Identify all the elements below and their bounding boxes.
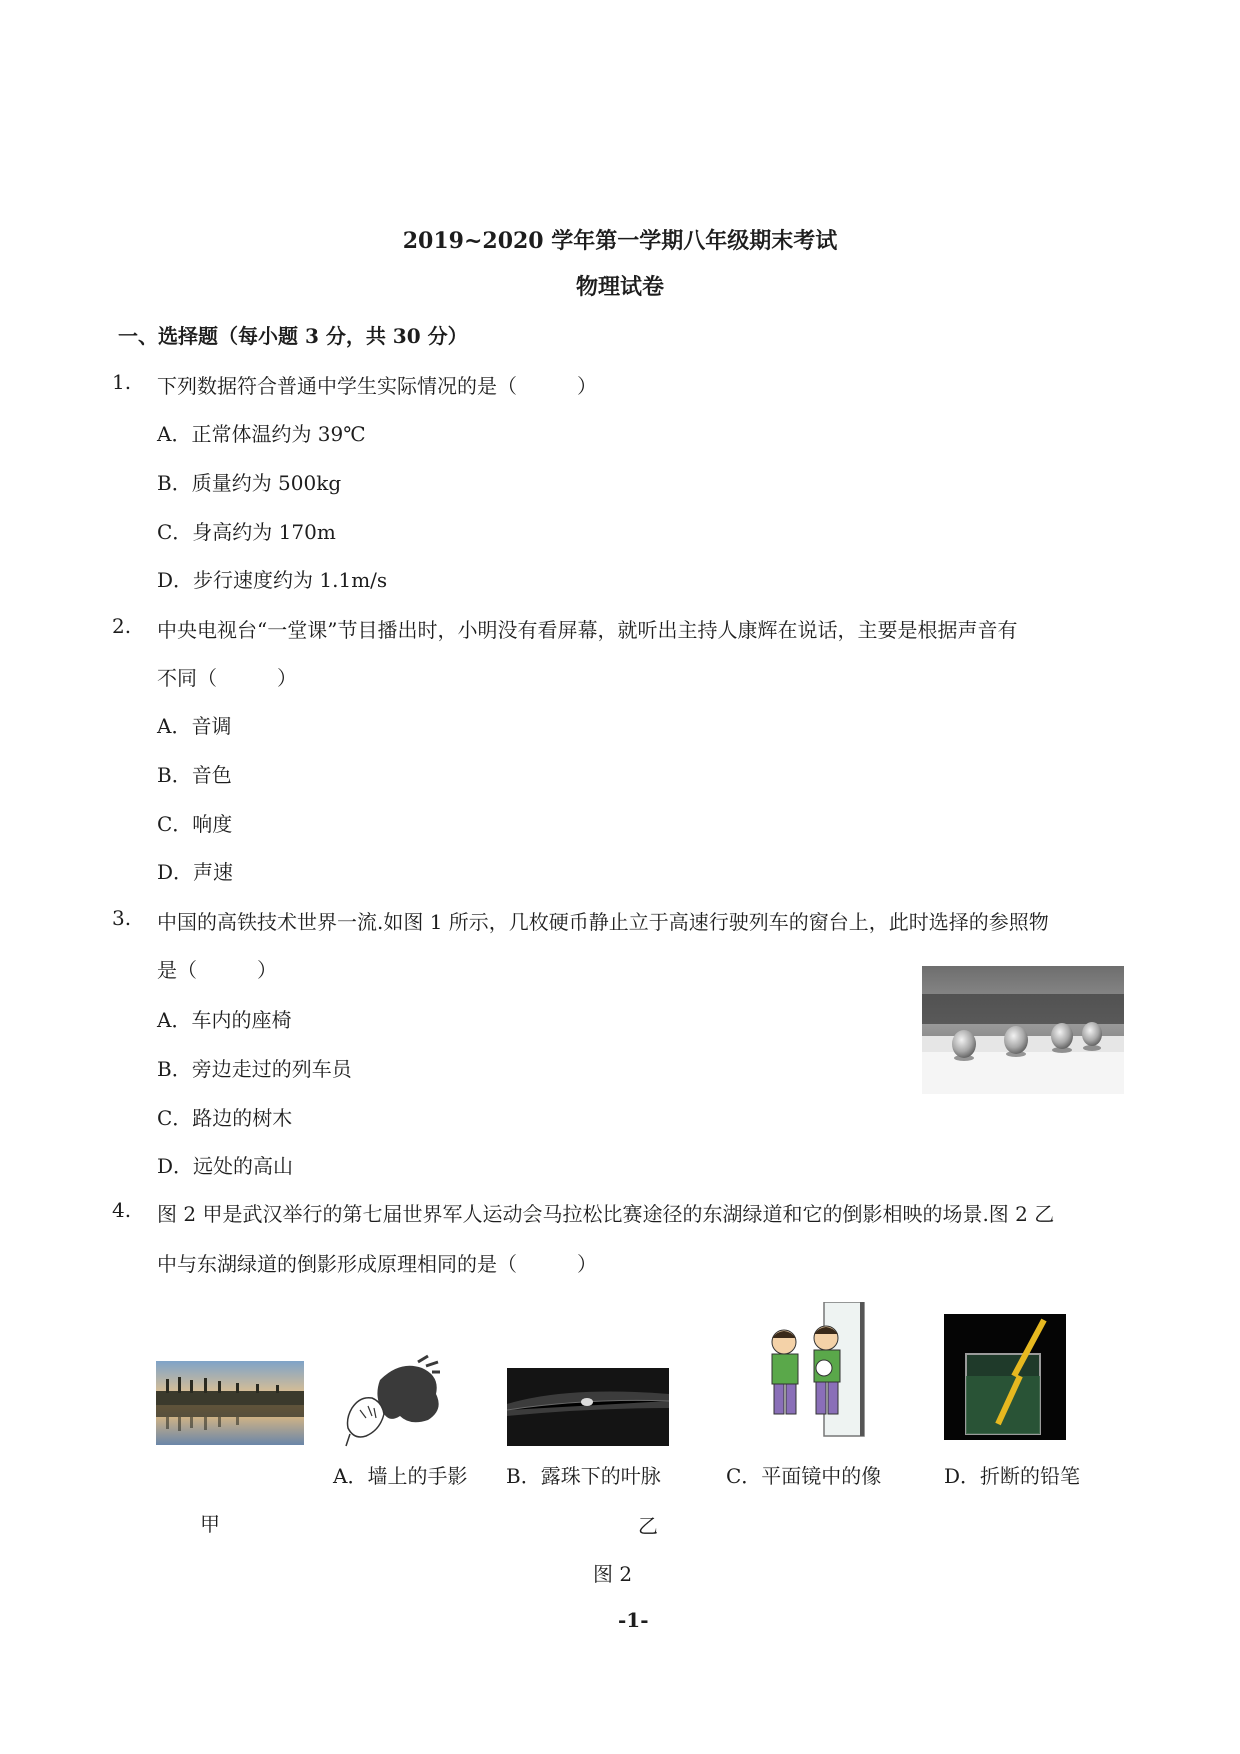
figure-2-label-yi: 乙 — [638, 1514, 658, 1538]
question-text: 图 2 甲是武汉举行的第七届世界军人运动会马拉松比赛途径的东湖绿道和它的倒影相映的场景.图 2 乙 — [157, 1202, 1055, 1226]
figure-2-broken-pencil — [944, 1314, 1066, 1440]
option-d[interactable]: D．步行速度约为 1.1m/s — [157, 568, 388, 592]
question-text-continued: 是（ ） — [157, 958, 277, 982]
question-text-continued: 不同（ ） — [157, 666, 297, 690]
option-b[interactable]: B．质量约为 500kg — [157, 471, 342, 495]
option-d[interactable]: D．声速 — [157, 860, 234, 884]
option-b[interactable]: B．音色 — [157, 763, 232, 787]
exam-title: 2019~2020 学年第一学期八年级期末考试 — [402, 228, 838, 254]
option-d[interactable]: D．远处的高山 — [157, 1154, 294, 1178]
question-number: 1. — [112, 370, 132, 394]
option-a[interactable]: A．音调 — [157, 714, 232, 738]
question-text-continued: 中与东湖绿道的倒影形成原理相同的是（ ） — [157, 1252, 597, 1276]
figure-2-caption-c: C．平面镜中的像 — [726, 1464, 882, 1488]
option-c[interactable]: C．路边的树木 — [157, 1106, 293, 1130]
question-number: 2. — [112, 614, 132, 638]
option-b[interactable]: B．旁边走过的列车员 — [157, 1057, 352, 1081]
figure-2-label: 图 2 — [593, 1562, 633, 1586]
figure-2-caption-a: A．墙上的手影 — [333, 1464, 468, 1488]
figure-2-mirror-boys — [764, 1302, 870, 1438]
figure-2-caption-b: B．露珠下的叶脉 — [506, 1464, 661, 1488]
figure-2-caption-d: D．折断的铅笔 — [944, 1464, 1081, 1488]
figure-1-coins-photo — [922, 966, 1124, 1094]
option-c[interactable]: C．响度 — [157, 812, 233, 836]
option-a[interactable]: A．车内的座椅 — [157, 1008, 292, 1032]
option-a[interactable]: A．正常体温约为 39℃ — [157, 422, 366, 446]
question-text: 下列数据符合普通中学生实际情况的是（ ） — [157, 374, 597, 398]
figure-2-jia-lake-photo — [156, 1361, 304, 1445]
figure-2-hand-shadow — [340, 1350, 452, 1450]
section-heading: 一、选择题（每小题 3 分，共 30 分） — [118, 324, 468, 348]
figure-2-dewdrop-leaf — [507, 1368, 669, 1446]
question-text: 中央电视台“一堂课”节目播出时，小明没有看屏幕，就听出主持人康辉在说话，主要是根据声音有 — [157, 618, 1018, 642]
page-number: -1- — [618, 1608, 649, 1632]
question-number: 3. — [112, 906, 132, 930]
figure-2-label-jia: 甲 — [200, 1512, 220, 1536]
question-number: 4. — [112, 1198, 132, 1222]
option-c[interactable]: C．身高约为 170m — [157, 520, 336, 544]
question-text: 中国的高铁技术世界一流.如图 1 所示，几枚硬币静止立于高速行驶列车的窗台上，此时选择的参照物 — [157, 910, 1049, 934]
exam-subject: 物理试卷 — [575, 274, 664, 300]
